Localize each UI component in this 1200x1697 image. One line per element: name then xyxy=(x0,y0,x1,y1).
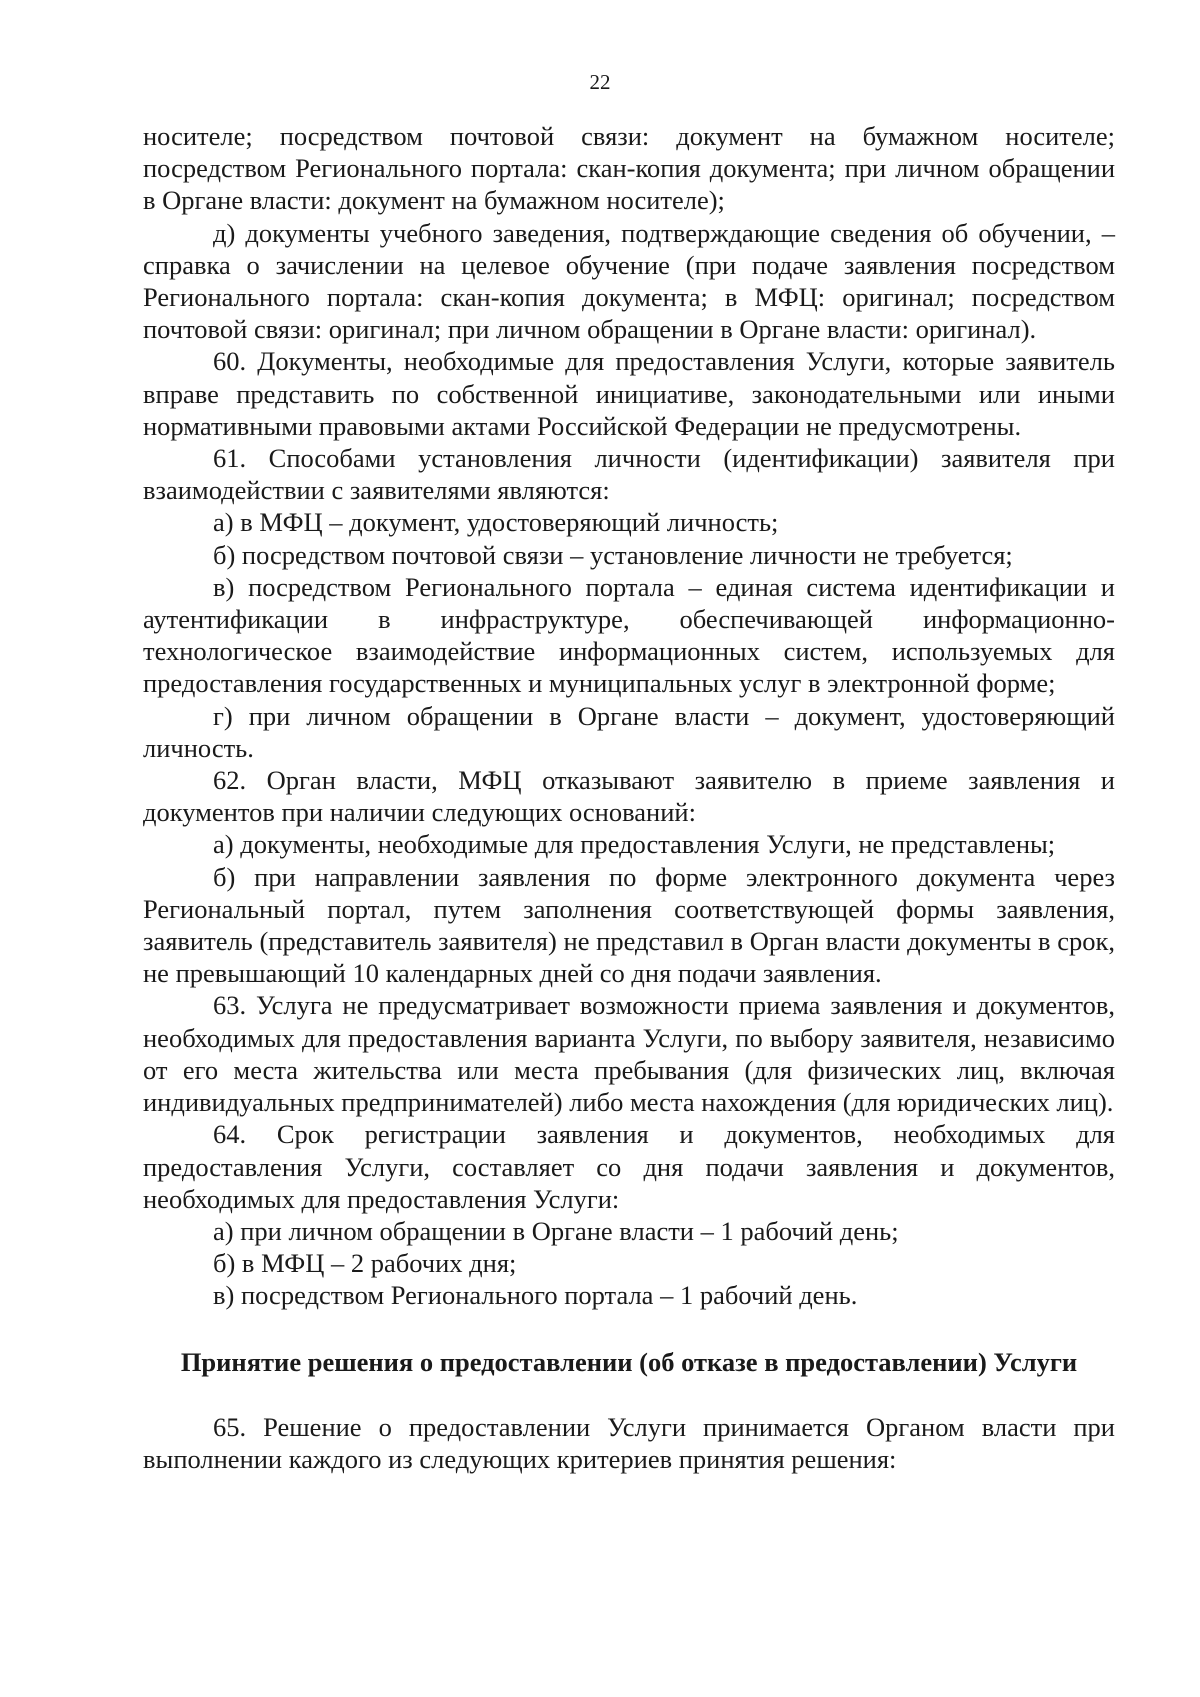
paragraph-64-b: б) в МФЦ – 2 рабочих дня; xyxy=(213,1248,517,1279)
paragraph-61-a: а) в МФЦ – документ, удостоверяющий личность; xyxy=(213,507,779,538)
paragraph-continuation: носителе; посредством почтовой связи: документ на бумажном носителе; посредством Регионального портала: скан-копия документа; при личном обращении в Органе власти: документ на бумажном носителе); xyxy=(143,121,1115,216)
paragraph-60: 60. Документы, необходимые для предоставления Услуги, которые заявитель вправе представить по собственной инициативе, законодательными или иными нормативными правовыми актами Российской Федерации не предусмотрены. xyxy=(143,346,1115,441)
paragraph-64-v: в) посредством Регионального портала – 1 рабочий день. xyxy=(213,1280,858,1311)
page-number: 22 xyxy=(589,70,611,94)
paragraph-61-g: г) при личном обращении в Органе власти – документ, удостоверяющий личность. xyxy=(143,700,1115,763)
paragraph-item-d: д) документы учебного заведения, подтверждающие сведения об обучении, – справка о зачислении на целевое обучение (при подаче заявления посредством Регионального портала: скан-копия документа; в МФЦ: оригинал; посредством почтовой связи: оригинал; при личном обращении в Органе власти: оригинал). xyxy=(143,217,1115,345)
paragraph-61: 61. Способами установления личности (идентификации) заявителя при взаимодействии с заявителями являются: xyxy=(143,443,1115,506)
paragraph-64-a: а) при личном обращении в Органе власти – 1 рабочий день; xyxy=(213,1215,899,1246)
paragraph-62: 62. Орган власти, МФЦ отказывают заявителю в приеме заявления и документов при наличии следующих оснований: xyxy=(143,765,1115,828)
document-body xyxy=(143,120,1115,1475)
section-heading: Принятие решения о предоставлении (об отказе в предоставлении) Услуги xyxy=(180,1346,1078,1377)
paragraph-65: 65. Решение о предоставлении Услуги принимается Органом власти при выполнении каждого из следующих критериев принятия решения: xyxy=(143,1411,1115,1474)
paragraph-62-a: а) документы, необходимые для предоставления Услуги, не представлены; xyxy=(213,829,1056,860)
paragraph-61-b: б) посредством почтовой связи – установление личности не требуется; xyxy=(213,539,1013,570)
paragraph-64: 64. Срок регистрации заявления и документов, необходимых для предоставления Услуги, составляет со дня подачи заявления и документов, необходимых для предоставления Услуги: xyxy=(143,1119,1115,1214)
paragraph-61-v: в) посредством Регионального портала – единая система идентификации и аутентификации в инфраструктуре, обеспечивающей информационно-технологическое взаимодействие информационных систем, используемых для предоставления государственных и муниципальных услуг в электронной форме; xyxy=(143,571,1115,699)
paragraph-62-b: б) при направлении заявления по форме электронного документа через Региональный портал, путем заполнения соответствующей формы заявления, заявитель (представитель заявителя) не представил в Орган власти документы в срок, не превышающий 10 календарных дней со дня подачи заявления. xyxy=(143,861,1115,989)
paragraph-63: 63. Услуга не предусматривает возможности приема заявления и документов, необходимых для предоставления варианта Услуги, по выбору заявителя, независимо от его места жительства или места пребывания (для физических лиц, включая индивидуальных предпринимателей) либо места нахождения (для юридических лиц). xyxy=(143,990,1115,1118)
